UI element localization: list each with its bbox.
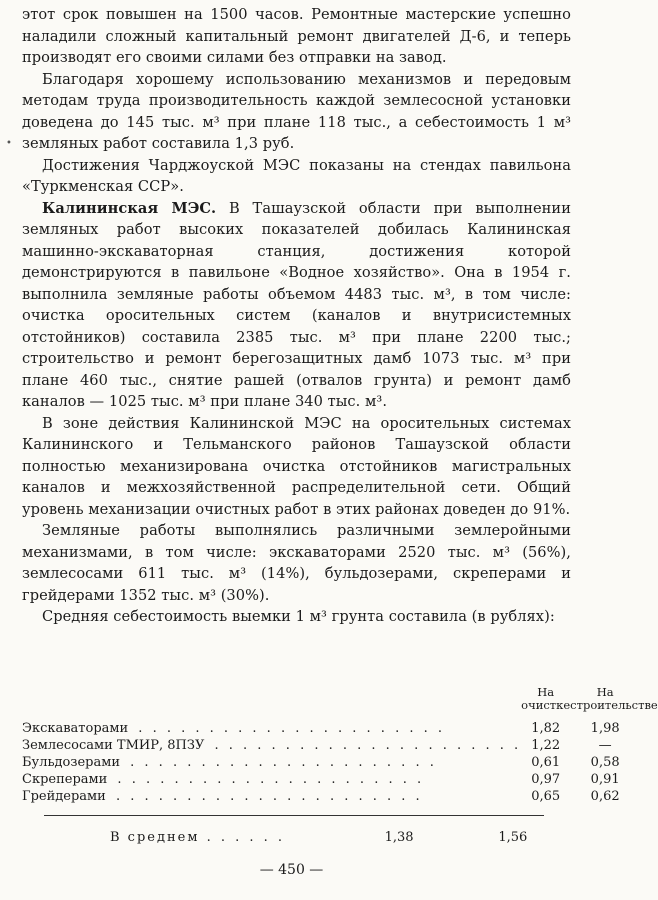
- cost-construction: —: [598, 738, 612, 753]
- page-number: — 450 —: [259, 862, 324, 878]
- paragraph-1: этот срок повышен на 1500 часов. Ремонтные мастерские успешно наладили сложный капитальный ремонт двигателей Д-6, и теперь производят его своими силами без отправки на завод.: [22, 6, 571, 66]
- cost-table-header: [22, 686, 640, 720]
- paragraph-4-text: В Ташаузской области при выполнении земляных работ высоких показателей добилась Калининская машинно-экскаваторная станция, достижения которой демонстрируются в павильоне «Водное хозяйство». Она в 1954 г. выполнила земляные работы объемом 4483 тыс. м³, в том числе: очистка оросительных систем (каналов и внутрисистемных отстойников) составила 2385 тыс. м³ при плане 2200 тыс.; строительство и ремонт берегозащитных дамб 1073 тыс. м³ при плане 460 тыс., снятие рашей (отвалов грунта) и ремонт дамб каналов — 1025 тыс. м³ при плане 340 тыс. м³.: [22, 199, 571, 410]
- cost-table: [22, 685, 658, 805]
- cost-cleaning: 1,22: [531, 738, 561, 753]
- table-row: [22, 771, 640, 788]
- cost-cleaning: 0,61: [531, 755, 561, 770]
- cost-construction: 0,58: [590, 755, 620, 770]
- machine-name: Скреперами: [22, 772, 110, 787]
- machine-name: Землесосами ТМИР, 8ПЗУ: [22, 738, 207, 753]
- cost-cleaning: 0,97: [531, 772, 561, 787]
- paragraph-6: Земляные работы выполнялись различными землеройными механизмами, в том числе: экскаваторами 2520 тыс. м³ (56%), землесосами 611 тыс. м³ (14%), бульдозерами, скреперами и грейдерами 1352 тыс. м³ (30%).: [22, 522, 571, 604]
- paragraph-7: Средняя себестоимость выемки 1 м³ грунта составила (в рублях):: [42, 608, 555, 625]
- table-row: [22, 737, 640, 754]
- header-construction-label: На строительстве: [570, 685, 658, 712]
- machine-name: Бульдозерами: [22, 755, 123, 770]
- machine-name: Экскаваторами: [22, 721, 131, 736]
- leader-dots: . . . . . .: [199, 830, 286, 845]
- leader-dots: . . . . . . . . . . . . . . . . . . . . . .: [207, 738, 522, 753]
- paragraph-4: [22, 198, 571, 413]
- average-construction: 1,56: [498, 830, 528, 845]
- paragraph-2: Благодаря хорошему использованию механизмов и передовым методам труда производительность каждой землесосной установки доведена до 145 тыс. м³ при плане 118 тыс., а себестоимость 1 м³ земляных работ составила 1,3 руб.: [22, 70, 571, 152]
- paragraph-3: Достижения Чарджоуской МЭС показаны на стендах павильона «Туркменская ССР».: [22, 156, 571, 195]
- leader-dots: . . . . . . . . . . . . . . . . . . . . . .: [108, 789, 423, 804]
- leader-dots: . . . . . . . . . . . . . . . . . . . . . .: [110, 772, 425, 787]
- table-row: [22, 720, 640, 737]
- header-cleaning: На очистке: [521, 685, 571, 712]
- average-label: В среднем: [110, 830, 200, 845]
- leader-dots: . . . . . . . . . . . . . . . . . . . . . .: [131, 721, 445, 736]
- section-heading-kalininskaya: Калининская МЭС.: [42, 199, 217, 217]
- paragraph-5: В зоне действия Калининской МЭС на оросительных системах Калининского и Тельманского районов Ташаузской области полностью механизирована очистка отстойников магистральных каналов и межхозяйственной распределительной сети. Общий уровень механизации очистных работ в этих районах доведен до 91%.: [22, 414, 571, 518]
- cost-table-body: [22, 720, 640, 805]
- cost-construction: 1,98: [590, 721, 620, 736]
- leader-dots: . . . . . . . . . . . . . . . . . . . . . .: [123, 755, 437, 770]
- average-row: [22, 829, 571, 847]
- cost-construction: 0,91: [590, 772, 620, 787]
- table-divider: [44, 815, 544, 816]
- table-row: [22, 754, 640, 771]
- header-machine: [22, 686, 521, 720]
- margin-mark: •: [6, 138, 12, 149]
- cost-cleaning: 1,82: [531, 721, 561, 736]
- cost-construction: 0,62: [590, 789, 620, 804]
- table-row: [22, 788, 640, 805]
- average-cleaning: 1,38: [384, 830, 414, 845]
- header-construction: [570, 685, 658, 720]
- cost-cleaning: 0,65: [531, 789, 561, 804]
- machine-name: Грейдерами: [22, 789, 109, 804]
